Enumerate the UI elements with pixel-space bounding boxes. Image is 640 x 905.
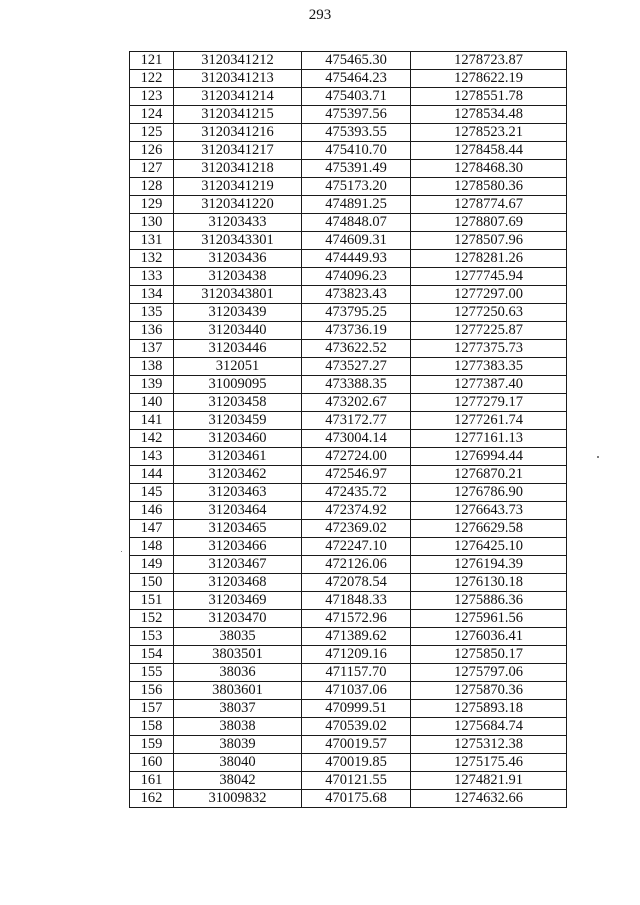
row-number-cell: 133	[130, 268, 174, 286]
point-id-cell: 31009832	[174, 790, 302, 808]
x-coordinate-cell: 475397.56	[302, 106, 411, 124]
table-row	[130, 340, 567, 358]
point-id-cell: 38040	[174, 754, 302, 772]
row-number-cell: 124	[130, 106, 174, 124]
coordinates-table	[129, 51, 567, 808]
y-coordinate-cell: 1276994.44	[411, 448, 567, 466]
row-number-cell: 134	[130, 286, 174, 304]
table-row	[130, 664, 567, 682]
x-coordinate-cell: 472374.92	[302, 502, 411, 520]
y-coordinate-cell: 1276786.90	[411, 484, 567, 502]
y-coordinate-cell: 1278458.44	[411, 142, 567, 160]
point-id-cell: 31203458	[174, 394, 302, 412]
scan-speck	[121, 551, 122, 552]
scan-speck	[597, 456, 599, 458]
row-number-cell: 138	[130, 358, 174, 376]
point-id-cell: 38037	[174, 700, 302, 718]
y-coordinate-cell: 1276425.10	[411, 538, 567, 556]
row-number-cell: 156	[130, 682, 174, 700]
x-coordinate-cell: 472435.72	[302, 484, 411, 502]
x-coordinate-cell: 475393.55	[302, 124, 411, 142]
table-row	[130, 466, 567, 484]
row-number-cell: 148	[130, 538, 174, 556]
row-number-cell: 128	[130, 178, 174, 196]
point-id-cell: 38035	[174, 628, 302, 646]
x-coordinate-cell: 475403.71	[302, 88, 411, 106]
point-id-cell: 31203460	[174, 430, 302, 448]
row-number-cell: 159	[130, 736, 174, 754]
table-row	[130, 646, 567, 664]
point-id-cell: 3120341215	[174, 106, 302, 124]
y-coordinate-cell: 1274821.91	[411, 772, 567, 790]
y-coordinate-cell: 1278622.19	[411, 70, 567, 88]
row-number-cell: 135	[130, 304, 174, 322]
x-coordinate-cell: 472546.97	[302, 466, 411, 484]
point-id-cell: 31203462	[174, 466, 302, 484]
y-coordinate-cell: 1276870.21	[411, 466, 567, 484]
y-coordinate-cell: 1277387.40	[411, 376, 567, 394]
coordinates-table-body	[130, 52, 567, 808]
y-coordinate-cell: 1277745.94	[411, 268, 567, 286]
x-coordinate-cell: 470121.55	[302, 772, 411, 790]
table-row	[130, 718, 567, 736]
row-number-cell: 122	[130, 70, 174, 88]
y-coordinate-cell: 1277383.35	[411, 358, 567, 376]
x-coordinate-cell: 470539.02	[302, 718, 411, 736]
row-number-cell: 142	[130, 430, 174, 448]
x-coordinate-cell: 471389.62	[302, 628, 411, 646]
row-number-cell: 139	[130, 376, 174, 394]
table-row	[130, 772, 567, 790]
x-coordinate-cell: 475465.30	[302, 52, 411, 70]
table-row	[130, 322, 567, 340]
row-number-cell: 154	[130, 646, 174, 664]
x-coordinate-cell: 471572.96	[302, 610, 411, 628]
table-row	[130, 682, 567, 700]
x-coordinate-cell: 470019.85	[302, 754, 411, 772]
point-id-cell: 38038	[174, 718, 302, 736]
x-coordinate-cell: 474449.93	[302, 250, 411, 268]
point-id-cell: 31203468	[174, 574, 302, 592]
y-coordinate-cell: 1275961.56	[411, 610, 567, 628]
point-id-cell: 3120341214	[174, 88, 302, 106]
x-coordinate-cell: 473736.19	[302, 322, 411, 340]
table-row	[130, 628, 567, 646]
y-coordinate-cell: 1276130.18	[411, 574, 567, 592]
point-id-cell: 3120341216	[174, 124, 302, 142]
x-coordinate-cell: 473622.52	[302, 340, 411, 358]
table-row	[130, 502, 567, 520]
point-id-cell: 31203466	[174, 538, 302, 556]
x-coordinate-cell: 474096.23	[302, 268, 411, 286]
y-coordinate-cell: 1278468.30	[411, 160, 567, 178]
y-coordinate-cell: 1277161.13	[411, 430, 567, 448]
point-id-cell: 3120341217	[174, 142, 302, 160]
x-coordinate-cell: 470019.57	[302, 736, 411, 754]
table-row	[130, 610, 567, 628]
row-number-cell: 153	[130, 628, 174, 646]
point-id-cell: 3803501	[174, 646, 302, 664]
x-coordinate-cell: 475391.49	[302, 160, 411, 178]
table-row	[130, 106, 567, 124]
row-number-cell: 157	[130, 700, 174, 718]
table-row	[130, 52, 567, 70]
point-id-cell: 31203464	[174, 502, 302, 520]
y-coordinate-cell: 1278523.21	[411, 124, 567, 142]
page-number: 293	[308, 7, 332, 23]
row-number-cell: 150	[130, 574, 174, 592]
point-id-cell: 3120341213	[174, 70, 302, 88]
x-coordinate-cell: 474891.25	[302, 196, 411, 214]
table-row	[130, 358, 567, 376]
point-id-cell: 31203459	[174, 412, 302, 430]
x-coordinate-cell: 473004.14	[302, 430, 411, 448]
table-row	[130, 88, 567, 106]
y-coordinate-cell: 1275175.46	[411, 754, 567, 772]
table-row	[130, 250, 567, 268]
table-row	[130, 592, 567, 610]
table-row	[130, 142, 567, 160]
row-number-cell: 147	[130, 520, 174, 538]
table-row	[130, 268, 567, 286]
x-coordinate-cell: 472247.10	[302, 538, 411, 556]
x-coordinate-cell: 471037.06	[302, 682, 411, 700]
point-id-cell: 31203440	[174, 322, 302, 340]
table-row	[130, 160, 567, 178]
y-coordinate-cell: 1276036.41	[411, 628, 567, 646]
y-coordinate-cell: 1275797.06	[411, 664, 567, 682]
y-coordinate-cell: 1278281.26	[411, 250, 567, 268]
x-coordinate-cell: 474609.31	[302, 232, 411, 250]
y-coordinate-cell: 1278551.78	[411, 88, 567, 106]
x-coordinate-cell: 473388.35	[302, 376, 411, 394]
row-number-cell: 145	[130, 484, 174, 502]
row-number-cell: 161	[130, 772, 174, 790]
point-id-cell: 31203467	[174, 556, 302, 574]
y-coordinate-cell: 1278774.67	[411, 196, 567, 214]
y-coordinate-cell: 1277297.00	[411, 286, 567, 304]
x-coordinate-cell: 472724.00	[302, 448, 411, 466]
table-row	[130, 178, 567, 196]
point-id-cell: 3120343301	[174, 232, 302, 250]
point-id-cell: 31203463	[174, 484, 302, 502]
table-row	[130, 430, 567, 448]
x-coordinate-cell: 471157.70	[302, 664, 411, 682]
x-coordinate-cell: 471209.16	[302, 646, 411, 664]
y-coordinate-cell: 1275870.36	[411, 682, 567, 700]
x-coordinate-cell: 472078.54	[302, 574, 411, 592]
row-number-cell: 144	[130, 466, 174, 484]
row-number-cell: 123	[130, 88, 174, 106]
row-number-cell: 143	[130, 448, 174, 466]
table-row	[130, 376, 567, 394]
row-number-cell: 152	[130, 610, 174, 628]
point-id-cell: 31203465	[174, 520, 302, 538]
point-id-cell: 38042	[174, 772, 302, 790]
table-row	[130, 520, 567, 538]
table-row	[130, 448, 567, 466]
x-coordinate-cell: 473527.27	[302, 358, 411, 376]
y-coordinate-cell: 1276629.58	[411, 520, 567, 538]
row-number-cell: 132	[130, 250, 174, 268]
row-number-cell: 136	[130, 322, 174, 340]
table-row	[130, 232, 567, 250]
point-id-cell: 31203469	[174, 592, 302, 610]
table-row	[130, 394, 567, 412]
x-coordinate-cell: 470175.68	[302, 790, 411, 808]
table-row	[130, 736, 567, 754]
row-number-cell: 121	[130, 52, 174, 70]
x-coordinate-cell: 475464.23	[302, 70, 411, 88]
point-id-cell: 312051	[174, 358, 302, 376]
row-number-cell: 160	[130, 754, 174, 772]
table-row	[130, 124, 567, 142]
point-id-cell: 31203446	[174, 340, 302, 358]
y-coordinate-cell: 1277279.17	[411, 394, 567, 412]
point-id-cell: 38039	[174, 736, 302, 754]
x-coordinate-cell: 472126.06	[302, 556, 411, 574]
table-row	[130, 286, 567, 304]
table-row	[130, 790, 567, 808]
row-number-cell: 125	[130, 124, 174, 142]
point-id-cell: 31203438	[174, 268, 302, 286]
point-id-cell: 3120343801	[174, 286, 302, 304]
y-coordinate-cell: 1275893.18	[411, 700, 567, 718]
y-coordinate-cell: 1278534.48	[411, 106, 567, 124]
row-number-cell: 137	[130, 340, 174, 358]
y-coordinate-cell: 1276643.73	[411, 502, 567, 520]
point-id-cell: 31203433	[174, 214, 302, 232]
table-row	[130, 214, 567, 232]
y-coordinate-cell: 1277250.63	[411, 304, 567, 322]
point-id-cell: 31203470	[174, 610, 302, 628]
row-number-cell: 155	[130, 664, 174, 682]
row-number-cell: 151	[130, 592, 174, 610]
table-row	[130, 700, 567, 718]
y-coordinate-cell: 1278580.36	[411, 178, 567, 196]
table-row	[130, 538, 567, 556]
row-number-cell: 141	[130, 412, 174, 430]
point-id-cell: 3120341218	[174, 160, 302, 178]
row-number-cell: 126	[130, 142, 174, 160]
point-id-cell: 3120341220	[174, 196, 302, 214]
table-row	[130, 412, 567, 430]
table-row	[130, 574, 567, 592]
y-coordinate-cell: 1277225.87	[411, 322, 567, 340]
y-coordinate-cell: 1277261.74	[411, 412, 567, 430]
x-coordinate-cell: 473823.43	[302, 286, 411, 304]
table-row	[130, 556, 567, 574]
x-coordinate-cell: 470999.51	[302, 700, 411, 718]
x-coordinate-cell: 474848.07	[302, 214, 411, 232]
row-number-cell: 158	[130, 718, 174, 736]
y-coordinate-cell: 1274632.66	[411, 790, 567, 808]
point-id-cell: 31203461	[174, 448, 302, 466]
y-coordinate-cell: 1275684.74	[411, 718, 567, 736]
table-row	[130, 196, 567, 214]
table-row	[130, 484, 567, 502]
point-id-cell: 31009095	[174, 376, 302, 394]
x-coordinate-cell: 475410.70	[302, 142, 411, 160]
table-row	[130, 70, 567, 88]
y-coordinate-cell: 1278723.87	[411, 52, 567, 70]
x-coordinate-cell: 473795.25	[302, 304, 411, 322]
point-id-cell: 38036	[174, 664, 302, 682]
y-coordinate-cell: 1278807.69	[411, 214, 567, 232]
row-number-cell: 127	[130, 160, 174, 178]
row-number-cell: 140	[130, 394, 174, 412]
y-coordinate-cell: 1278507.96	[411, 232, 567, 250]
y-coordinate-cell: 1275312.38	[411, 736, 567, 754]
y-coordinate-cell: 1275886.36	[411, 592, 567, 610]
row-number-cell: 130	[130, 214, 174, 232]
x-coordinate-cell: 472369.02	[302, 520, 411, 538]
x-coordinate-cell: 475173.20	[302, 178, 411, 196]
x-coordinate-cell: 473202.67	[302, 394, 411, 412]
x-coordinate-cell: 473172.77	[302, 412, 411, 430]
row-number-cell: 162	[130, 790, 174, 808]
x-coordinate-cell: 471848.33	[302, 592, 411, 610]
point-id-cell: 3120341219	[174, 178, 302, 196]
y-coordinate-cell: 1277375.73	[411, 340, 567, 358]
row-number-cell: 129	[130, 196, 174, 214]
point-id-cell: 3803601	[174, 682, 302, 700]
row-number-cell: 149	[130, 556, 174, 574]
point-id-cell: 3120341212	[174, 52, 302, 70]
point-id-cell: 31203439	[174, 304, 302, 322]
table-row	[130, 304, 567, 322]
table-row	[130, 754, 567, 772]
point-id-cell: 31203436	[174, 250, 302, 268]
y-coordinate-cell: 1275850.17	[411, 646, 567, 664]
y-coordinate-cell: 1276194.39	[411, 556, 567, 574]
row-number-cell: 146	[130, 502, 174, 520]
row-number-cell: 131	[130, 232, 174, 250]
